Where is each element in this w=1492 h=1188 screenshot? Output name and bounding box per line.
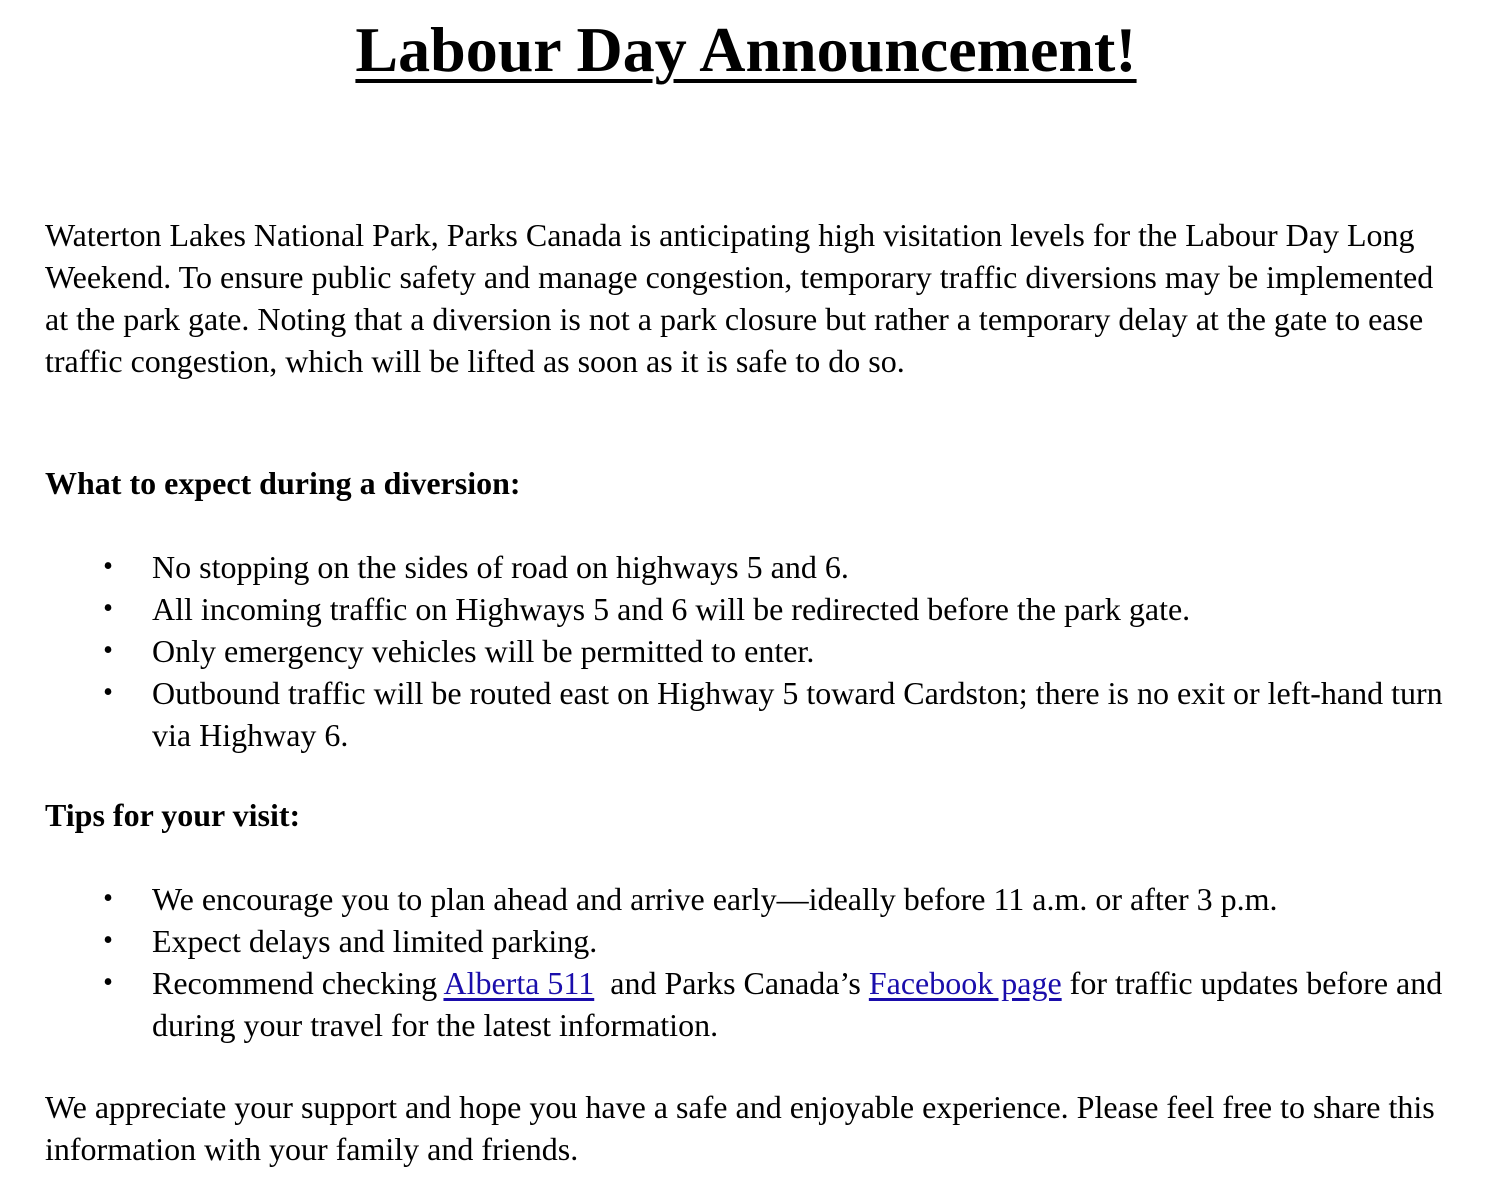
list-item-text: Only emergency vehicles will be permitted to enter. (152, 633, 815, 669)
expect-heading: What to expect during a diversion: (45, 465, 521, 501)
list-item-text: No stopping on the sides of road on highways 5 and 6. (152, 549, 849, 585)
alberta-511-link[interactable]: Alberta 511 (443, 965, 595, 1001)
list-item (45, 962, 1465, 1046)
expect-list (45, 546, 1465, 756)
list-item (45, 546, 1465, 588)
page-title (0, 10, 1492, 90)
bullet-icon: • (103, 967, 113, 998)
list-item-text: We encourage you to plan ahead and arrive early—ideally before 11 a.m. or after 3 p.m. (152, 881, 1278, 917)
bullet-icon: • (103, 551, 113, 582)
list-item (45, 630, 1465, 672)
bullet-icon: • (103, 883, 113, 914)
list-item (45, 588, 1465, 630)
list-item-text-before: Recommend checking (152, 965, 444, 1001)
facebook-page-link[interactable]: Facebook page (868, 965, 1062, 1001)
tips-heading: Tips for your visit: (45, 797, 301, 833)
list-item-text: Expect delays and limited parking. (152, 923, 598, 959)
list-item (45, 920, 1465, 962)
list-item (45, 878, 1465, 920)
list-item-text: All incoming traffic on Highways 5 and 6 will be redirected before the park gate. (152, 591, 1191, 627)
tips-list (45, 878, 1465, 1046)
bullet-icon: • (103, 635, 113, 666)
list-item-text: Outbound traffic will be routed east on Highway 5 toward Cardston; there is no exit or left-hand turn via Highway 6. (152, 675, 1443, 753)
intro-paragraph: Waterton Lakes National Park, Parks Canada is anticipating high visitation levels for the Labour Day Long Weekend. To ensure public safety and manage congestion, temporary traffic diversions may be implemented at the park gate. Noting that a diversion is not a park closure but rather a temporary delay at the gate to ease traffic congestion, which will be lifted as soon as it is safe to do so. (45, 217, 1434, 379)
list-item-text-middle: and Parks Canada’s (594, 965, 869, 1001)
bullet-icon: • (103, 925, 113, 956)
bullet-icon: • (103, 677, 113, 708)
page-title-text: Labour Day Announcement! (355, 14, 1137, 85)
closing-paragraph: We appreciate your support and hope you have a safe and enjoyable experience. Please feel free to share this information with your family and friends. (45, 1089, 1435, 1167)
bullet-icon: • (103, 593, 113, 624)
list-item-text-after: for traffic updates before and during your travel for the latest information. (152, 965, 1443, 1043)
list-item (45, 672, 1465, 756)
